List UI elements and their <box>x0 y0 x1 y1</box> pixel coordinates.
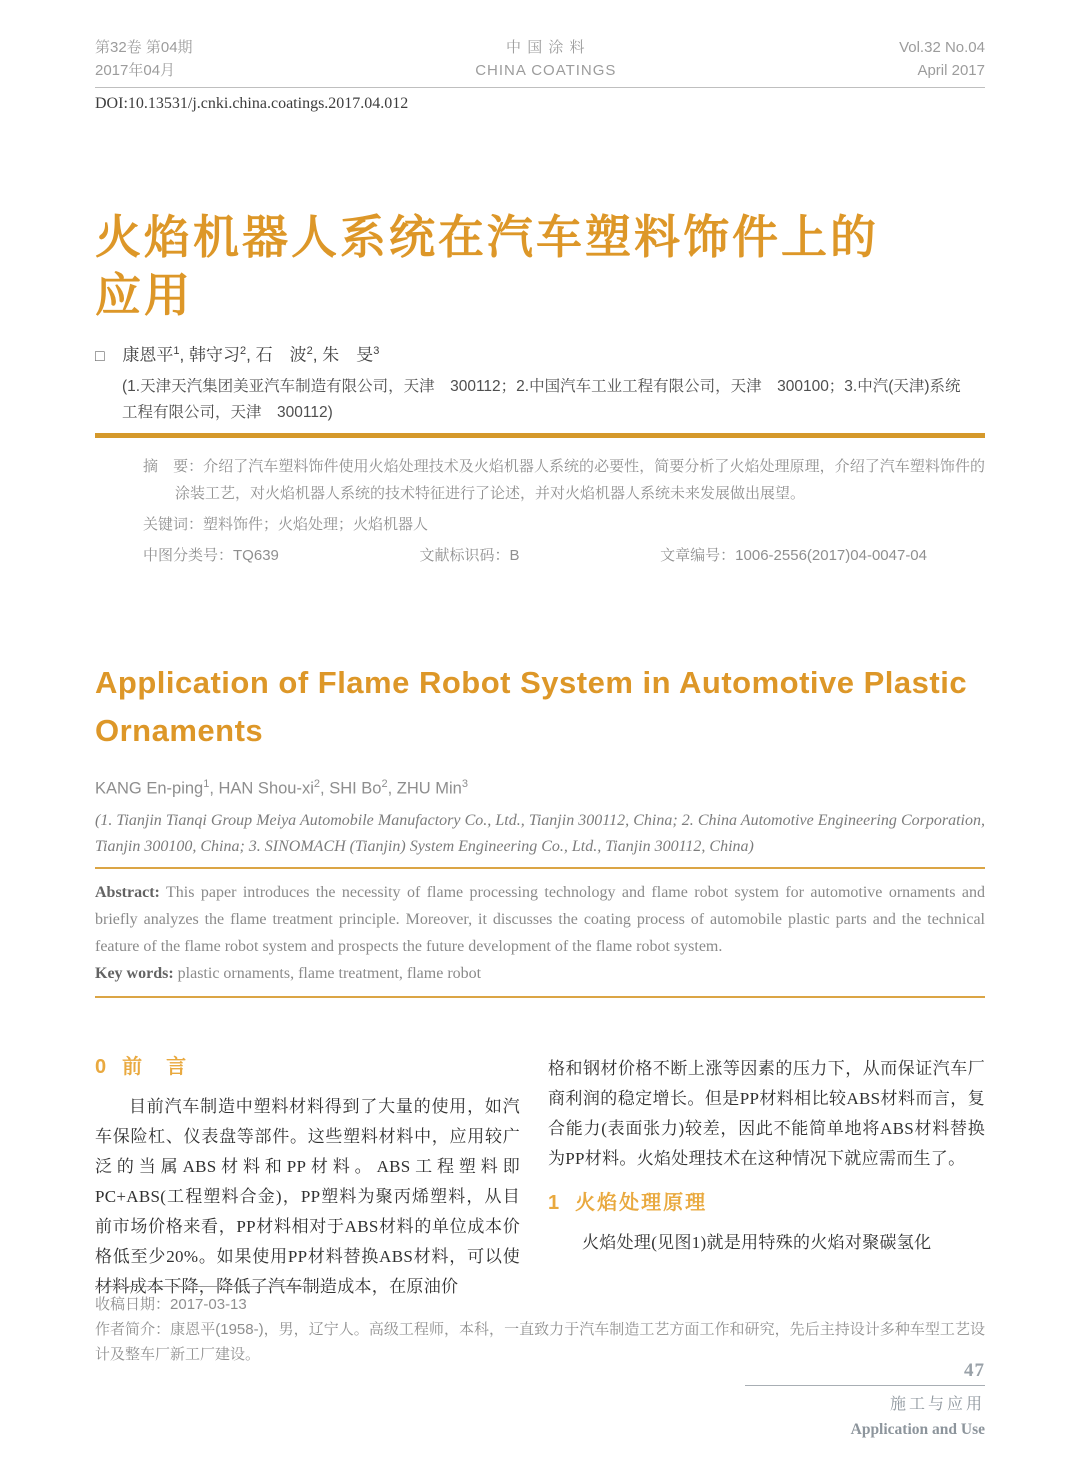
received-date-label: 收稿日期： <box>95 1296 171 1313</box>
body-paragraph: 格和钢材价格不断上涨等因素的压力下，从而保证汽车厂商利润的稳定增长。但是PP材料相比较ABS材料而言，复合能力(表面张力)较差，因此不能简单地将ABS材料替换为PP材料。火焰处理技术在这种情况下就应需而生了。 <box>548 1059 985 1169</box>
section-title: 火焰处理原理 <box>575 1192 708 1215</box>
article-title-cn <box>95 208 985 324</box>
orange-rule-thin-top <box>95 867 985 869</box>
abstract-cn <box>143 453 985 507</box>
header-volume-issue-cn: 第32卷 第04期 <box>95 39 193 56</box>
author-separator: , <box>246 345 251 365</box>
keywords-en-text: plastic ornaments, flame treatment, flame robot <box>173 965 482 983</box>
author-bio-label: 作者简介： <box>95 1321 171 1338</box>
abstract-en <box>95 879 985 960</box>
authors-cn <box>95 339 985 369</box>
article-title-cn-line2: 应用 <box>95 269 193 321</box>
article-number <box>660 544 927 567</box>
header-journal-name <box>475 36 616 82</box>
keywords-cn <box>143 511 985 538</box>
author-affil-ref: 2 <box>313 777 321 790</box>
authors-en <box>95 773 985 800</box>
abstract-en-text: This paper introduces the necessity of flame processing technology and flame robot system for automotive ornaments and briefly analyzes the flame treatment principle. Moreover, it discusses the coating process of automobile plastic parts and the technical feature of the flame robot system and prospects the future development of the flame robot system. <box>95 884 985 956</box>
author-affil-ref: 1 <box>173 345 180 357</box>
clc-number <box>143 544 279 567</box>
header-volume-issue-en: Vol.32 No.04 <box>899 39 985 56</box>
author-separator: , <box>179 345 185 365</box>
body-column-left <box>95 1054 520 1302</box>
section-number: 0 <box>95 1056 107 1079</box>
abstract-en-label: Abstract: <box>95 884 160 902</box>
body-paragraph: 火焰处理(见图1)就是用特殊的火焰对聚碳氢化 <box>582 1233 932 1253</box>
keywords-en <box>95 960 985 987</box>
article-title-en <box>95 659 985 755</box>
author-en: SHI Bo <box>329 779 382 798</box>
section-title: 前 言 <box>122 1056 189 1079</box>
article-number-label: 文章编号： <box>660 546 736 564</box>
journal-name-cn: 中 国 涂 料 <box>506 39 586 56</box>
section-heading-0 <box>95 1054 520 1080</box>
author-affil-ref: 2 <box>240 345 247 357</box>
author-affil-ref: 1 <box>203 777 210 790</box>
section-heading-1 <box>548 1190 985 1216</box>
clc-value: TQ639 <box>233 546 279 564</box>
author-marker-icon: □ <box>95 347 105 365</box>
author-affil-ref: 2 <box>306 345 313 357</box>
orange-rule-thin-bottom <box>95 996 985 998</box>
clc-label: 中图分类号： <box>143 546 234 564</box>
header-date-en: April 2017 <box>917 62 985 79</box>
author-separator: , <box>320 779 330 798</box>
page-number: 47 <box>964 1360 985 1381</box>
journal-header <box>95 36 985 88</box>
author-separator: , <box>209 779 219 798</box>
document-code-value: B <box>509 546 520 564</box>
doi-line: DOI:10.13531/j.cnki.china.coatings.2017.04.012 <box>95 95 409 112</box>
article-title-cn-line1: 火焰机器人系统在汽车塑料饰件上的 <box>95 211 879 263</box>
keywords-cn-label: 关键词： <box>143 515 204 533</box>
abstract-cn-text: 介绍了汽车塑料饰件使用火焰处理技术及火焰机器人系统的必要性，简要分析了火焰处理原理，介绍了汽车塑料饰件的涂装工艺，对火焰机器人系统的技术特征进行了论述，并对火焰机器人系统未来发展做出展望。 <box>175 457 985 502</box>
affiliation-en: (1. Tianjin Tianqi Group Meiya Automobile Manufactory Co., Ltd., Tianjin 300112, China; 2. China Automotive Engineering Corporation, Tianjin 300100, China; 3. SINOMACH (Tianjin) System Engineering Co., Ltd., Tianjin 300112, China) <box>95 812 985 856</box>
received-date-line <box>95 1292 985 1317</box>
journal-name-en: CHINA COATINGS <box>475 62 617 79</box>
body-paragraph: 目前汽车制造中塑料材料得到了大量的使用，如汽车保险杠、仪表盘等部件。这些塑料材料中，应用较广泛的当属ABS材料和PP材料。ABS工程塑料即PC+ABS(工程塑料合金)，PP塑料为聚丙烯塑料，从目前市场价格来看，PP材料相对于ABS材料的单位成本价格低至少20%。如果使用PP材料替换ABS材料，可以使材料成本下降，降低了汽车制造成本，在原油价 <box>95 1097 520 1297</box>
author-affil-ref: 2 <box>381 777 388 790</box>
keywords-en-label: Key words: <box>95 965 174 983</box>
abstract-cn-label: 摘 要： <box>143 457 204 475</box>
author-en: ZHU Min <box>396 779 462 798</box>
column-name-en: Application and Use <box>850 1421 985 1438</box>
document-code-label: 文献标识码： <box>419 546 510 564</box>
author-cn: 康恩平 <box>122 345 174 365</box>
author-cn: 石 波 <box>255 345 307 365</box>
section-number: 1 <box>548 1192 560 1215</box>
footnote-divider <box>95 1286 330 1287</box>
author-affil-ref: 3 <box>461 777 468 790</box>
body-column-right <box>548 1054 985 1302</box>
body-columns <box>95 1054 985 1302</box>
folio-block <box>745 1360 985 1441</box>
article-number-value: 1006-2556(2017)04-0047-04 <box>735 546 927 564</box>
author-en: HAN Shou-xi <box>218 779 314 798</box>
author-cn: 韩守习 <box>189 345 240 365</box>
folio-divider <box>745 1385 985 1386</box>
article-title-en-line2: Ornaments <box>95 712 264 748</box>
orange-rule-thick <box>95 433 985 438</box>
column-name-cn: 施工与应用 <box>889 1396 985 1413</box>
header-issue-en <box>899 36 985 82</box>
header-issue-cn <box>95 36 193 82</box>
header-date-cn: 2017年04月 <box>95 62 176 79</box>
author-bio-text: 康恩平(1958-)，男，辽宁人。高级工程师，本科，一直致力于汽车制造工艺方面工作和研究，先后主持设计多种车型工艺设计及整车厂新工厂建设。 <box>95 1321 985 1363</box>
article-title-en-line1: Application of Flame Robot System in Automotive Plastic <box>95 664 968 700</box>
author-affil-ref: 3 <box>373 345 380 357</box>
author-en: KANG En-ping <box>95 779 204 798</box>
received-date-value: 2017-03-13 <box>170 1296 247 1313</box>
author-separator: , <box>387 779 397 798</box>
affiliation-cn: (1.天津天汽集团美亚汽车制造有限公司，天津 300112；2.中国汽车工业工程有限公司，天津 300100；3.中汽(天津)系统工程有限公司，天津 300112) <box>122 377 961 421</box>
author-separator: , <box>312 345 318 365</box>
author-cn: 朱 旻 <box>322 345 374 365</box>
footnote-block <box>95 1286 985 1367</box>
keywords-cn-text: 塑料饰件；火焰处理；火焰机器人 <box>203 515 429 533</box>
document-code <box>420 544 520 567</box>
article-meta-row <box>143 544 985 567</box>
